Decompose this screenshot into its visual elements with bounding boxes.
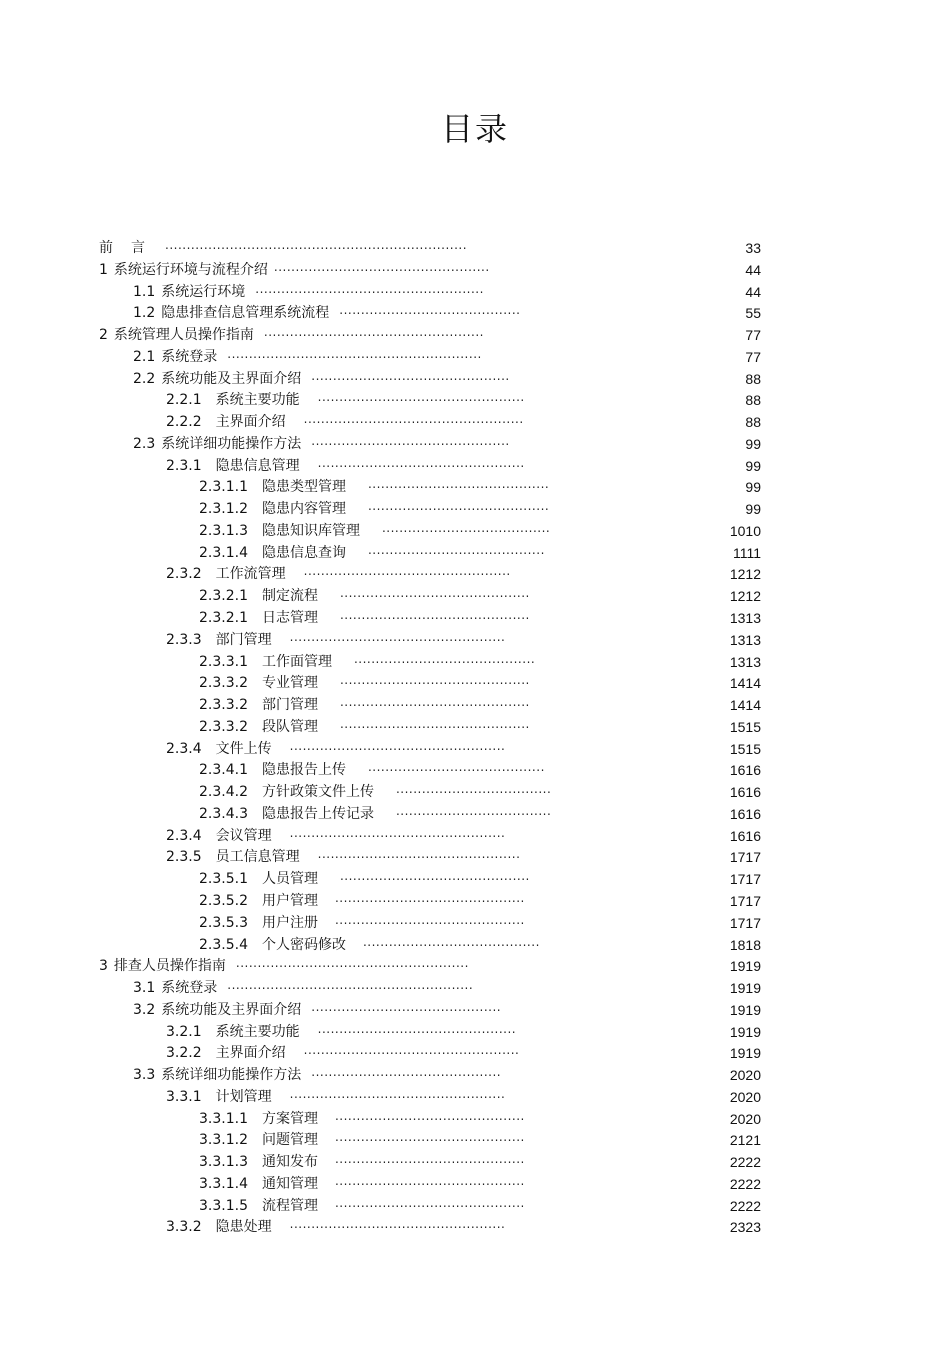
- toc-entry-label: [166, 739, 272, 761]
- toc-entry-number: 1: [99, 261, 108, 278]
- toc-entry-title: 系统功能及主界面介绍: [161, 370, 302, 387]
- toc-page-number: 99: [745, 479, 761, 496]
- toc-entry-number: 2.3.3.1: [199, 653, 248, 670]
- toc-entry-label: [133, 282, 245, 304]
- toc-page-number: 99: [745, 457, 761, 474]
- toc-leader-dots: ..................................................: [289, 1217, 506, 1232]
- toc-leader-dots: ..............................................: [317, 1021, 517, 1036]
- toc-page-number: 1717: [729, 871, 761, 888]
- toc-page-number: 1919: [729, 1001, 761, 1018]
- toc-entry-label: [166, 1022, 300, 1044]
- toc-leader-dots: ....................................: [395, 803, 552, 818]
- toc-entry-title: 主界面介绍: [215, 414, 286, 431]
- toc-leader-dots: ............................................: [334, 1173, 525, 1188]
- toc-page-number: 1212: [729, 588, 761, 605]
- toc-entry-title: 言: [131, 240, 145, 256]
- toc-entry-label: [166, 1043, 286, 1065]
- toc-entry-label: [166, 1217, 272, 1239]
- toc-entry-title: 员工信息管理: [215, 849, 300, 866]
- toc-leader-dots: ............................................: [311, 999, 502, 1014]
- toc-page-number: 1212: [729, 566, 761, 583]
- toc-entry-title: 系统登录: [161, 348, 218, 365]
- toc-entry-title: 通知发布: [261, 1154, 318, 1171]
- toc-page-number: 2020: [729, 1110, 761, 1127]
- toc-entry-number: 2.3.3: [166, 631, 202, 648]
- toc-page-number: 99: [745, 435, 761, 452]
- toc-leader-dots: ..................................................: [273, 259, 490, 274]
- toc-entry-title: 部门管理: [215, 631, 272, 648]
- toc-entry-number: 2.2.2: [166, 414, 202, 431]
- toc-leader-dots: ................................................: [303, 564, 511, 579]
- toc-entry-title: 系统登录: [161, 980, 218, 997]
- table-of-contents: [0, 238, 950, 1239]
- toc-leader-dots: ..............................................: [311, 433, 510, 448]
- toc-page-number: 1717: [729, 892, 761, 909]
- toc-page-number: 1616: [729, 784, 761, 801]
- toc-page-number: 88: [745, 370, 761, 387]
- toc-entry-label: [166, 564, 286, 586]
- toc-page-number: 1919: [729, 980, 761, 997]
- toc-entry-title: 系统运行环境与流程介绍: [113, 261, 268, 278]
- toc-entry-number: 2.3.1.4: [199, 544, 248, 561]
- toc-entry-number: 3.3.1.5: [199, 1197, 248, 1214]
- toc-entry-title: 隐患信息管理: [215, 457, 300, 474]
- toc-leader-dots: ............................................: [334, 1152, 525, 1167]
- toc-entry-number: 2.3.5.1: [199, 871, 248, 888]
- toc-entry-number: 3.2.2: [166, 1045, 202, 1062]
- toc-entry-title: 流程管理: [261, 1197, 318, 1214]
- toc-entry-label: [133, 1000, 301, 1022]
- toc-entry-number: 2.3.3.2: [199, 718, 248, 735]
- toc-entry-number: 3.3.1.3: [199, 1154, 248, 1171]
- toc-entry-number: 2.3.4: [166, 740, 202, 757]
- toc-leader-dots: ..................................................: [303, 1043, 520, 1058]
- toc-entry-label: [133, 369, 301, 391]
- toc-entry-title: 主界面介绍: [215, 1045, 286, 1062]
- toc-entry-title: 通知管理: [261, 1175, 318, 1192]
- toc-entry-number: 3.3: [133, 1067, 156, 1084]
- toc-leader-dots: ..........................................: [339, 303, 521, 318]
- toc-page-number: 1717: [729, 914, 761, 931]
- toc-page-number: 1616: [729, 805, 761, 822]
- toc-entry-number: 2.3.3.2: [199, 697, 248, 714]
- toc-entry-number: 2.3.2: [166, 566, 202, 583]
- toc-entry[interactable]: [0, 935, 950, 957]
- toc-entry-label: [199, 1174, 318, 1196]
- toc-entry-number: 2.3.5: [166, 849, 202, 866]
- toc-entry-title: 文件上传: [215, 740, 272, 757]
- toc-leader-dots: ............................................: [339, 673, 530, 688]
- toc-entry-label: [133, 434, 301, 456]
- toc-entry-title: 系统主要功能: [215, 1023, 300, 1040]
- toc-page-number: 1616: [729, 827, 761, 844]
- toc-entry-title: 隐患类型管理: [261, 479, 346, 496]
- toc-entry-title: 用户管理: [261, 892, 318, 909]
- page-title: 目录: [440, 110, 509, 148]
- toc-entry-label: [199, 869, 318, 891]
- toc-entry-number: 2.3.1: [166, 457, 202, 474]
- toc-leader-dots: ............................................: [334, 912, 525, 927]
- toc-entry-title: 会议管理: [215, 827, 272, 844]
- toc-page-number: 1515: [729, 740, 761, 757]
- toc-entry-number: 2.3.1.1: [199, 479, 248, 496]
- toc-entry-label: [133, 347, 217, 369]
- toc-leader-dots: ...................................................: [263, 325, 484, 340]
- toc-entry-label: [166, 456, 300, 478]
- toc-entry-title: 隐患信息查询: [261, 544, 346, 561]
- toc-leader-dots: ....................................: [395, 782, 552, 797]
- toc-entry-title: 用户注册: [261, 914, 318, 931]
- toc-entry-title: 系统详细功能操作方法: [161, 435, 302, 452]
- toc-leader-dots: ..................................................: [289, 825, 506, 840]
- toc-leader-dots: ............................................: [339, 608, 530, 623]
- toc-entry-title: 工作面管理: [261, 653, 332, 670]
- toc-entry-label: [99, 956, 226, 978]
- toc-entry-title: 工作流管理: [215, 566, 286, 583]
- toc-leader-dots: .........................................: [367, 760, 545, 775]
- toc-leader-dots: ..............................................: [311, 368, 510, 383]
- toc-leader-dots: .......................................: [381, 520, 551, 535]
- toc-page-number: 88: [745, 392, 761, 409]
- toc-entry-label: [166, 630, 272, 652]
- toc-leader-dots: ...................................................: [303, 412, 524, 427]
- toc-page-number: 1717: [729, 849, 761, 866]
- toc-entry-label: [199, 477, 346, 499]
- toc-entry-title: 人员管理: [261, 871, 318, 888]
- toc-entry-number: 2: [99, 327, 108, 344]
- toc-entry-number: 2.1: [133, 348, 156, 365]
- toc-page-number: 1919: [729, 1045, 761, 1062]
- toc-entry-number: 2.2.1: [166, 392, 202, 409]
- toc-entry-number: 前: [99, 240, 113, 256]
- toc-leader-dots: .........................................: [367, 542, 545, 557]
- toc-entry-title: 段队管理: [261, 718, 318, 735]
- toc-page-number: 1414: [729, 697, 761, 714]
- toc-entry-number: 3.3.1.1: [199, 1110, 248, 1127]
- toc-page-number: 77: [745, 348, 761, 365]
- toc-entry-number: 3.3.2: [166, 1219, 202, 1236]
- toc-leader-dots: ............................................: [339, 869, 530, 884]
- toc-entry-label: [199, 1109, 318, 1131]
- toc-entry-title: 制定流程: [261, 588, 318, 605]
- toc-entry-number: 2.3: [133, 435, 156, 452]
- toc-page-number: 2323: [729, 1219, 761, 1236]
- toc-page-number: 88: [745, 414, 761, 431]
- toc-entry-title: 隐患处理: [215, 1219, 272, 1236]
- toc-entry-number: 2.3.1.2: [199, 501, 248, 518]
- toc-entry-title: 隐患知识库管理: [261, 522, 360, 539]
- toc-page-number: 77: [745, 327, 761, 344]
- toc-leader-dots: .........................................: [362, 934, 540, 949]
- toc-entry-title: 个人密码修改: [261, 936, 346, 953]
- toc-leader-dots: ............................................: [339, 716, 530, 731]
- toc-leader-dots: ............................................: [334, 1108, 525, 1123]
- toc-page-number: 2222: [729, 1197, 761, 1214]
- toc-entry-label: [199, 913, 318, 935]
- toc-entry-number: 2.3.5.2: [199, 892, 248, 909]
- toc-page-number: 44: [745, 261, 761, 278]
- toc-page-number: 1111: [732, 544, 761, 561]
- toc-entry-number: 2.2: [133, 370, 156, 387]
- toc-entry-label: [199, 673, 318, 695]
- toc-entry-label: [199, 652, 332, 674]
- toc-leader-dots: ..........................................: [367, 499, 550, 514]
- toc-entry-title: 方案管理: [261, 1110, 318, 1127]
- toc-leader-dots: ..................................................: [289, 1086, 506, 1101]
- toc-entry-label: [99, 238, 145, 260]
- toc-entry-label: [199, 586, 318, 608]
- toc-entry-label: [99, 260, 268, 282]
- toc-entry-title: 问题管理: [261, 1132, 318, 1149]
- toc-entry-title: 日志管理: [261, 610, 318, 627]
- toc-entry-label: [199, 499, 346, 521]
- toc-leader-dots: ............................................: [334, 1195, 525, 1210]
- toc-entry-number: 3.3.1.4: [199, 1175, 248, 1192]
- toc-leader-dots: ............................................: [339, 586, 530, 601]
- toc-entry-number: 3.2: [133, 1001, 156, 1018]
- toc-entry-title: 系统主要功能: [215, 392, 300, 409]
- toc-entry-title: 计划管理: [215, 1088, 272, 1105]
- toc-entry-label: [166, 390, 300, 412]
- toc-leader-dots: ......................................................: [235, 956, 469, 971]
- toc-entry-label: [199, 1152, 318, 1174]
- toc-page-number: 1313: [729, 653, 761, 670]
- toc-entry-number: 1.2: [133, 305, 156, 322]
- toc-entry-label: [199, 891, 318, 913]
- toc-entry-number: 2.3.1.3: [199, 522, 248, 539]
- toc-leader-dots: ......................................................................: [165, 238, 468, 252]
- toc-page-number: 1818: [729, 936, 761, 953]
- toc-leader-dots: ................................................: [317, 390, 525, 405]
- toc-entry[interactable]: [0, 956, 950, 978]
- toc-leader-dots: ...............................................: [317, 847, 521, 862]
- toc-entry-number: 2.3.2.1: [199, 610, 248, 627]
- toc-leader-dots: ............................................: [334, 890, 525, 905]
- toc-page-number: 2222: [729, 1175, 761, 1192]
- toc-entry-label: [133, 978, 217, 1000]
- toc-page-number: 1919: [729, 1023, 761, 1040]
- toc-entry-label: [199, 760, 346, 782]
- toc-page-number: 1414: [729, 675, 761, 692]
- toc-page-number: 1616: [729, 762, 761, 779]
- toc-page-number: 1313: [729, 631, 761, 648]
- toc-leader-dots: ..................................................: [289, 629, 506, 644]
- toc-entry-number: 3.1: [133, 980, 156, 997]
- toc-entry-label: [199, 782, 374, 804]
- toc-page-number: 2222: [729, 1154, 761, 1171]
- toc-entry-number: 3.3.1.2: [199, 1132, 248, 1149]
- toc-entry-number: 2.3.4.3: [199, 805, 248, 822]
- toc-leader-dots: ............................................: [311, 1065, 502, 1080]
- toc-leader-dots: ..........................................: [353, 651, 536, 666]
- toc-entry-title: 专业管理: [261, 675, 318, 692]
- toc-entry-number: 2.3.5.4: [199, 936, 248, 953]
- toc-entry-title: 隐患排查信息管理系统流程: [161, 305, 330, 322]
- toc-entry-title: 系统功能及主界面介绍: [161, 1001, 302, 1018]
- toc-entry-number: 2.3.3.2: [199, 675, 248, 692]
- toc-leader-dots: ..........................................: [367, 477, 550, 492]
- toc-page-number: 99: [745, 501, 761, 518]
- toc-page-number: 2020: [729, 1088, 761, 1105]
- toc-entry[interactable]: [0, 1217, 950, 1239]
- toc-page-number: 1515: [729, 718, 761, 735]
- toc-entry-number: 2.3.4.2: [199, 784, 248, 801]
- toc-entry-label: [166, 826, 272, 848]
- toc-entry-title: 隐患报告上传记录: [261, 805, 374, 822]
- toc-entry-label: [166, 847, 300, 869]
- toc-entry-label: [133, 1065, 301, 1087]
- toc-entry-title: 系统管理人员操作指南: [113, 327, 254, 344]
- toc-entry-label: [199, 695, 318, 717]
- toc-entry-number: 1.1: [133, 283, 156, 300]
- toc-page-number: 1010: [729, 522, 761, 539]
- toc-entry-title: 系统运行环境: [161, 283, 246, 300]
- toc-entry-title: 方针政策文件上传: [261, 784, 374, 801]
- toc-page-number: 2121: [729, 1132, 761, 1149]
- toc-entry-title: 排查人员操作指南: [113, 958, 226, 975]
- toc-leader-dots: ............................................: [334, 1130, 525, 1145]
- toc-entry-number: 2.3.2.1: [199, 588, 248, 605]
- toc-leader-dots: .....................................................: [255, 281, 484, 296]
- toc-entry-label: [166, 412, 286, 434]
- toc-entry-title: 系统详细功能操作方法: [161, 1067, 302, 1084]
- toc-entry-label: [199, 1130, 318, 1152]
- toc-entry-title: 部门管理: [261, 697, 318, 714]
- toc-page-number: 2020: [729, 1067, 761, 1084]
- toc-leader-dots: ................................................: [317, 455, 525, 470]
- toc-entry-title: 隐患报告上传: [261, 762, 346, 779]
- toc-leader-dots: ...........................................................: [227, 346, 482, 361]
- toc-entry-label: [166, 1087, 272, 1109]
- toc-entry-number: 2.3.4.1: [199, 762, 248, 779]
- toc-page-number: 55: [745, 305, 761, 322]
- toc-page-number: 1313: [729, 610, 761, 627]
- toc-entry-number: 3.2.1: [166, 1023, 202, 1040]
- toc-leader-dots: .........................................................: [227, 978, 474, 993]
- toc-page-number: 33: [745, 240, 761, 256]
- toc-entry-title: 隐患内容管理: [261, 501, 346, 518]
- toc-page-number: 1919: [729, 958, 761, 975]
- toc-page-number: 44: [745, 283, 761, 300]
- toc-entry-number: 3.3.1: [166, 1088, 202, 1105]
- toc-leader-dots: ............................................: [339, 695, 530, 710]
- toc-entry-number: 2.3.4: [166, 827, 202, 844]
- toc-leader-dots: ..................................................: [289, 738, 506, 753]
- toc-entry-number: 3: [99, 958, 108, 975]
- toc-entry-label: [199, 521, 360, 543]
- toc-entry-number: 2.3.5.3: [199, 914, 248, 931]
